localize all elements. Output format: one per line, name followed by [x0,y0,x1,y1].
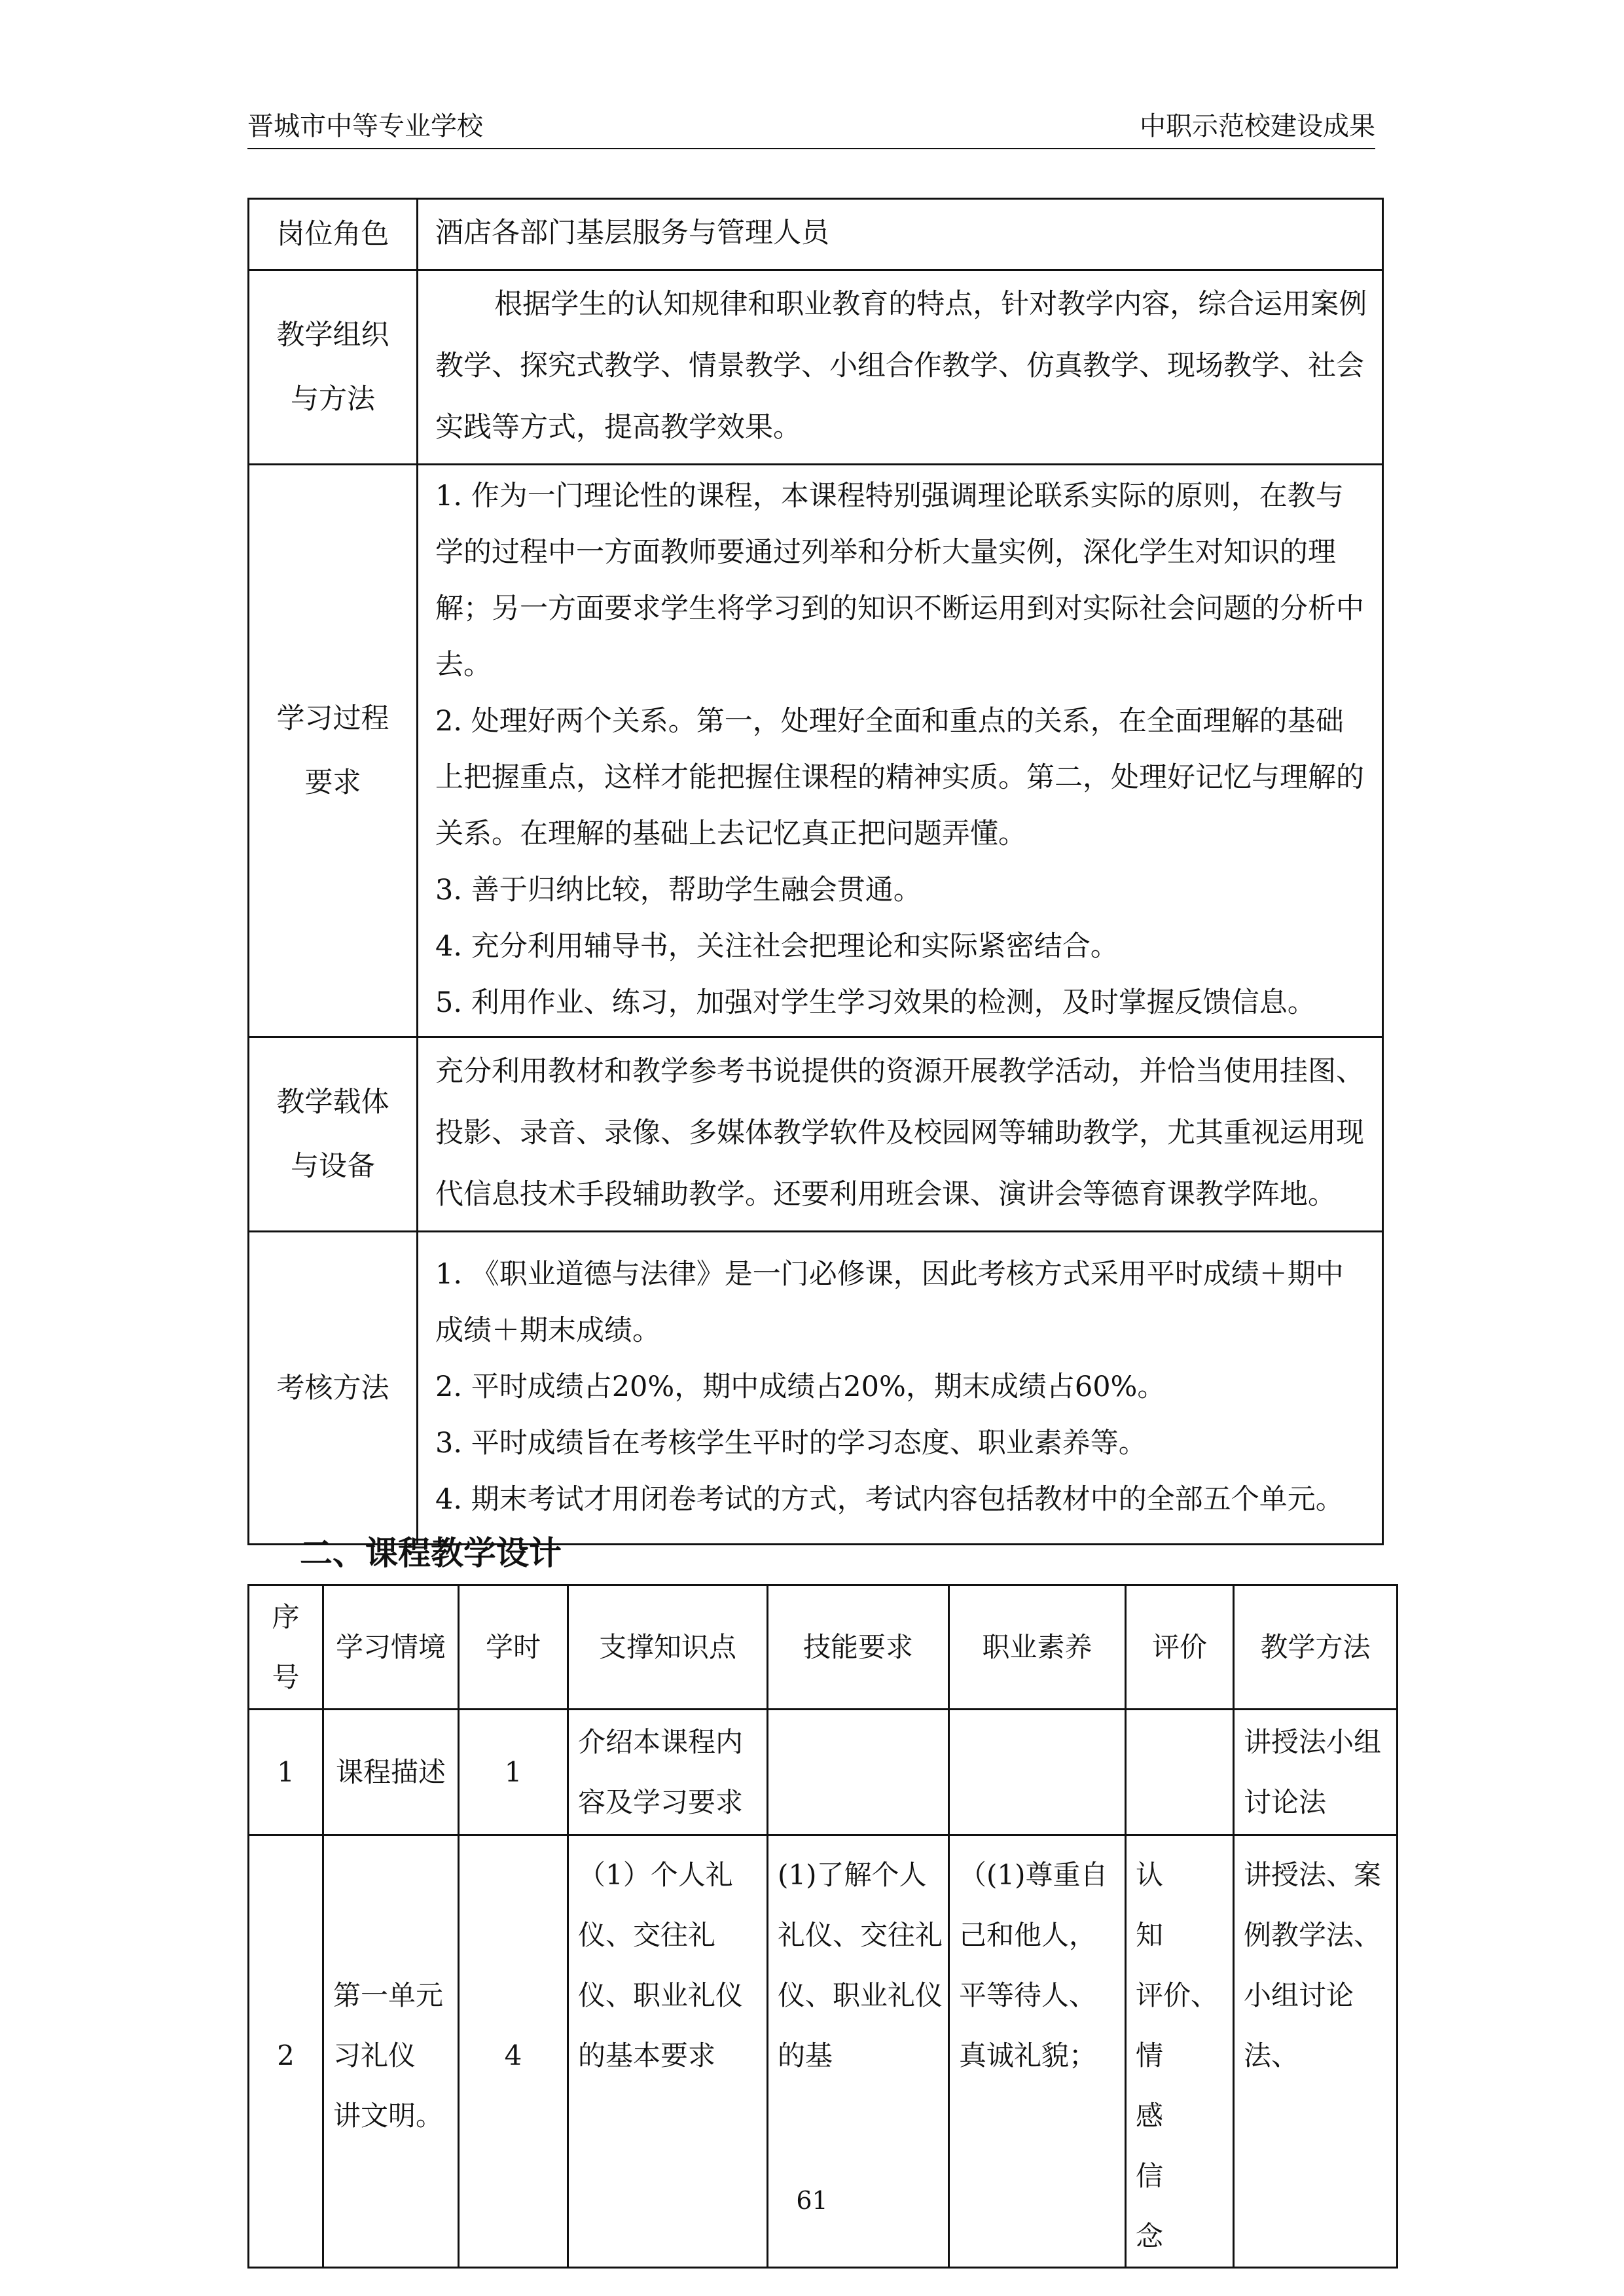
page-number: 61 [796,2186,828,2215]
table-row [249,465,1383,1037]
row2-quality: （(1)尊重自己和他人，平等待人、真诚礼貌； [949,1835,1126,2268]
row1-knowledge: 介绍本课程内容及学习要求 [568,1710,768,1835]
assessment-label: 考核方法 [249,1232,418,1545]
row2-scenario: 第一单元 习礼仪 讲文明。 [323,1835,459,2268]
learning-req-label: 学习过程 要求 [249,465,418,1037]
col-header-knowledge: 支撑知识点 [568,1585,768,1710]
table-row [249,1037,1383,1232]
teaching-org-text: 根据学生的认知规律和职业教育的特点，针对教学内容，综合运用案例教学、探究式教学、情景教学、小组合作教学、仿真教学、现场教学、社会实践等方式，提高教学效果。 [418,270,1383,465]
learning-req-list [418,465,1383,1037]
post-role-value: 酒店各部门基层服务与管理人员 [418,199,1383,270]
col-header-skills: 技能要求 [768,1585,949,1710]
list-item: 5. 利用作业、练习，加强对学生学习效果的检测，及时掌握反馈信息。 [435,986,1316,1019]
row1-evaluation [1126,1710,1234,1835]
media-text: 充分利用教材和教学参考书说提供的资源开展教学活动，并恰当使用挂图、投影、录音、录像、多媒体教学软件及校园网等辅助教学，尤其重视运用现代信息技术手段辅助教学。还要利用班会课、演讲会等德育课教学阵地。 [418,1037,1383,1232]
row2-seq: 2 [249,1835,323,2268]
table-row [249,1232,1383,1545]
list-item: 3. 平时成绩旨在考核学生平时的学习态度、职业素养等。 [435,1426,1147,1460]
header-school-name: 晋城市中等专业学校 [247,111,483,141]
table-row [249,270,1383,465]
list-item: 2. 处理好两个关系。第一，处理好全面和重点的关系，在全面理解的基础上把握重点，这样才能把握住课程的精神实质。第二，处理好记忆与理解的关系。在理解的基础上去记忆真正把问题弄懂。 [435,705,1364,850]
list-item: 4. 期末考试才用闭卷考试的方式，考试内容包括教材中的全部五个单元。 [435,1482,1344,1516]
table-row [249,1710,1398,1835]
col-header-seq: 序 号 [249,1585,323,1710]
row2-evaluation: 认知 评价、 情感 信念 [1126,1835,1234,2268]
list-item: 1. 《职业道德与法律》是一门必修课，因此考核方式采用平时成绩＋期中成绩＋期末成绩。 [435,1257,1344,1347]
list-item: 2. 平时成绩占20%，期中成绩占20%，期末成绩占60%。 [435,1370,1166,1403]
teaching-org-label: 教学组织 与方法 [249,270,418,465]
col-header-scenario: 学习情境 [323,1585,459,1710]
page-header [247,110,1375,149]
col-header-method: 教学方法 [1234,1585,1398,1710]
section-heading: 二、课程教学设计 [300,1534,562,1572]
row2-method: 讲授法、案例教学法、小组讨论法、 [1234,1835,1398,2268]
row1-skills [768,1710,949,1835]
course-design-table [247,1584,1398,2269]
row1-seq: 1 [249,1710,323,1835]
col-header-quality: 职业素养 [949,1585,1126,1710]
row2-knowledge: （1）个人礼仪、交往礼仪、职业礼仪的基本要求 [568,1835,768,2268]
header-document-title: 中职示范校建设成果 [1140,111,1375,141]
table-header-row [249,1585,1398,1710]
course-info-table [247,198,1384,1545]
post-role-label: 岗位角色 [249,199,418,270]
media-label: 教学载体 与设备 [249,1037,418,1232]
row2-hours: 4 [459,1835,568,2268]
list-item: 3. 善于归纳比较，帮助学生融会贯通。 [435,874,922,906]
col-header-evaluation: 评价 [1126,1585,1234,1710]
row1-method: 讲授法小组讨论法 [1234,1710,1398,1835]
assessment-list [418,1232,1383,1545]
list-item: 4. 充分利用辅导书，关注社会把理论和实际紧密结合。 [435,930,1119,963]
row1-scenario: 课程描述 [323,1710,459,1835]
row1-quality [949,1710,1126,1835]
col-header-hours: 学时 [459,1585,568,1710]
list-item: 1. 作为一门理论性的课程，本课程特别强调理论联系实际的原则，在教与学的过程中一方面教师要通过列举和分析大量实例，深化学生对知识的理解；另一方面要求学生将学习到的知识不断运用到对实际社会问题的分析中去。 [435,480,1364,681]
table-row [249,199,1383,270]
row2-skills: (1)了解个人礼仪、交往礼仪、职业礼仪的基 [768,1835,949,2268]
row1-hours: 1 [459,1710,568,1835]
